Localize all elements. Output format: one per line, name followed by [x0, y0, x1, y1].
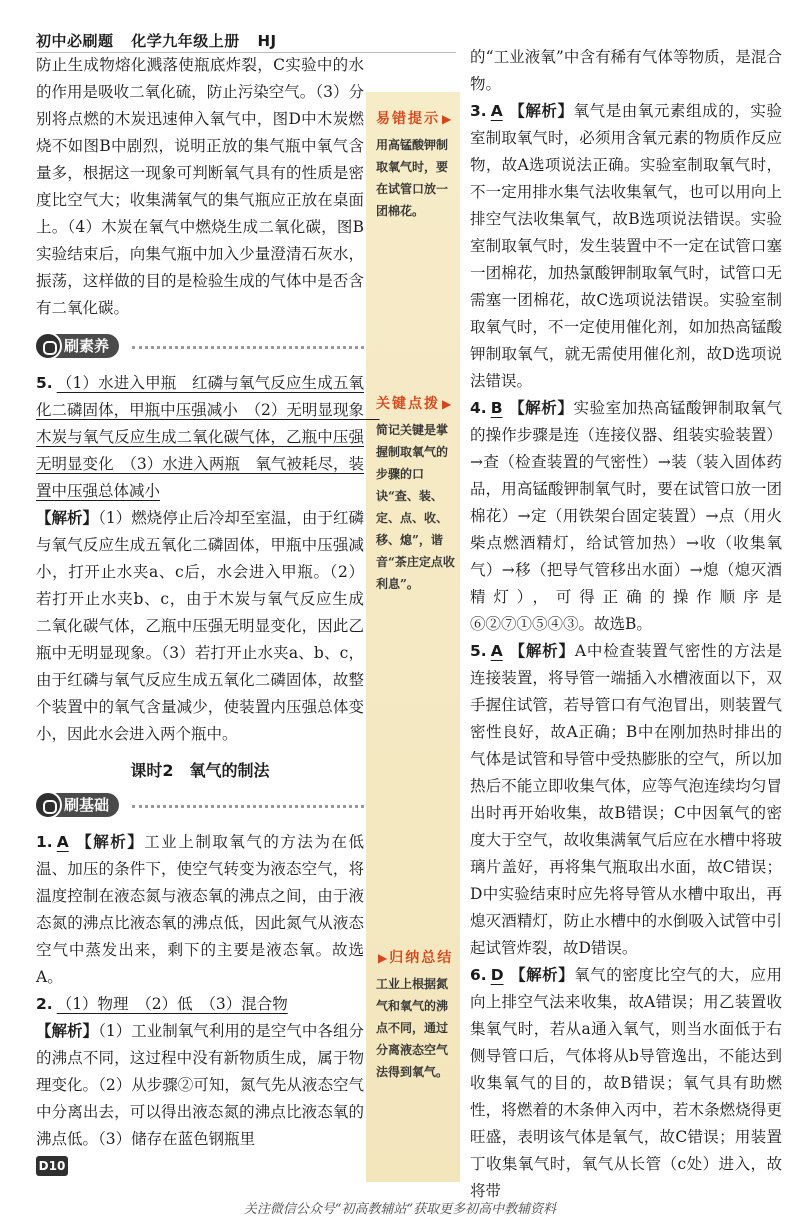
analysis-tag: 【解析】 [508, 399, 574, 417]
arrow-right-icon: ▶ [378, 951, 390, 965]
answer-choice: A [490, 642, 503, 660]
analysis-text: 实验室加热高锰酸钾制取氧气的操作步骤是连（连接仪器、组装实验装置）→查（检查装置的气密性）→装（装入固体药品，用高锰酸钾制氧气时，要在试管口放一团棉花）→定（用铁架台固定装置）→点（用火柴点燃酒精灯，给试管加热）→收（收集氧气）→移（把导气管移出水面）→熄（熄灭酒精灯），可得正确的操作顺序是⑥②⑦①⑤④③。故选B。 [470, 399, 782, 633]
arrow-right-icon: ▶ [442, 112, 454, 126]
question-number: 3. [470, 102, 487, 120]
analysis-text: （1）燃烧停止后冷却至室温，由于红磷与氧气反应生成五氧化二磷固体，甲瓶中压强减小，打开止水夹a、c后，水会进入甲瓶。（2）若打开止水夹b、c，由于木炭与氧气反应生成二氧化碳气体，乙瓶中压强无明显变化，因此乙瓶中无明显现象。（3）若打开止水夹a、b、c，由于红磷与氧气反应生成五氧化二磷固体，故整个装置中的氧气含量减少，使装置内压强总体变小，因此水会进入两个瓶中。 [36, 509, 364, 743]
question-5-analysis [36, 505, 364, 748]
analysis-tag: 【解析】 [36, 509, 99, 527]
tip-title [366, 947, 464, 967]
question-2-analysis [36, 1018, 364, 1153]
analysis-text: 氧气是由氧元素组成的，实验室制取氧气时，必须用含氧元素的物质作反应物，故A选项说法正确。实验室制取氧气时，不一定用排水集气法收集氧气，也可以用向上排空气法收集氧气，故B选项说法错误。实验室制取氧气时，发生装置中不一定在试管口塞一团棉花，加热氯酸钾制取氧气时，试管口无需塞一团棉花，故C选项说法错误。实验室制取氧气时，不一定使用催化剂，如加热高锰酸钾制取氧气，就无需使用催化剂，故D选项说法错误。 [470, 102, 782, 390]
section-bar-literacy [36, 332, 364, 362]
analysis-tag: 【解析】 [508, 102, 574, 120]
tip-body: 工业上根据氮气和氧气的沸点不同，通过分离液态空气法得到氧气。 [376, 977, 449, 1079]
arrow-right-icon: ▶ [442, 397, 454, 411]
tip-title [366, 393, 464, 413]
analysis-text: 工业上制取氧气的方法为在低温、加压的条件下，使空气转变为液态空气，将温度控制在液态氮与液态氧的沸点之间，由于液态氮的沸点比液态氧的沸点低，因此氮气从液态空气中蒸发出来，剩下的主要是液态氧。故选A。 [36, 833, 364, 986]
left-column [36, 52, 380, 1153]
question-2-answer [36, 991, 364, 1018]
question-4 [470, 395, 782, 638]
analysis-text: （1）工业制氧气利用的是空气中各组分的沸点不同，这过程中没有新物质生成，属于物理变化。（2）从步骤②可知，氮气先从液态空气中分离出去，可以得出液态氮的沸点比液态氧的沸点低。（3）储存在蓝色钢瓶里 [36, 1022, 364, 1148]
section-label: 刷素养 [36, 334, 119, 358]
tip-title [366, 108, 464, 128]
question-1 [36, 829, 364, 991]
paragraph-continued: 的“工业液氧”中含有稀有气体等物质，是混合物。 [470, 48, 782, 93]
question-number: 2. [36, 995, 53, 1013]
tip-key-point [366, 393, 464, 595]
dotted-divider [132, 805, 364, 808]
header-series: 初中必刷题 [36, 32, 114, 50]
page-number: D10 [36, 1156, 68, 1176]
question-5 [470, 638, 782, 962]
paragraph-continued: 防止生成物熔化溅落使瓶底炸裂，C实验中的水的作用是吸收二氧化硫，防止污染空气。（3）分别将点燃的木炭迅速伸入氧气中，图D中木炭燃烧不如图B中剧烈，说明正放的集气瓶中氧气含量多，根据这一现象可判断氧气具有的性质是密度比空气大；收集满氧气的集气瓶应正放在桌面上。（4）木炭在氧气中燃烧生成二氧化碳，图B实验结束后，向集气瓶中加入少量澄清石灰水，振荡，这样做的目的是检验生成的气体中是否含有二氧化碳。 [36, 56, 364, 317]
question-number: 6. [470, 966, 487, 984]
answer-choice: D [490, 966, 504, 984]
answer-choice: B [490, 399, 503, 417]
tip-body: 简记关键是掌握制取氧气的步骤的口诀“查、装、定、点、收、移、熄”，谐音“茶庄定点收利息”。 [376, 423, 455, 591]
header-subject: 化学九年级上册 [131, 32, 240, 50]
question-number: 4. [470, 399, 487, 417]
answer-text: （1）物理 （2）低 （3）混合物 [56, 995, 288, 1013]
analysis-tag: 【解析】 [509, 966, 575, 984]
lesson-title: 课时2 氧气的制法 [130, 761, 270, 780]
tip-common-mistake [366, 108, 464, 222]
question-number: 1. [36, 833, 53, 851]
answer-text: （1）水进入甲瓶 红磷与氧气反应生成五氧化二磷固体，甲瓶中压强减小 （2）无明显现象 木炭与氧气反应生成二氧化碳气体，乙瓶中压强无明显变化 （3）水进入两瓶 氧气被耗尽，装置中压强总体减小 [36, 374, 380, 500]
analysis-text: A中检查装置气密性的方法是连接装置，将导管一端插入水槽液面以下，双手握住试管，若导管口有气泡冒出，则装置气密性良好，故A正确；B中在刚加热时排出的气体是试管和导管中受热膨胀的空气，所以加热后不能立即收集气体，应等气泡连续均匀冒出时再开始收集，故B错误；C中因氧气的密度大于空气，故收集满氧气后应在水槽中将玻璃片盖好，再将集气瓶取出水面，故C错误；D中实验结束时应先将导管从水槽中取出，再熄灭酒精灯，防止水槽中的水倒吸入试管中引起试管炸裂，故D错误。 [470, 642, 782, 957]
right-column [470, 44, 782, 1205]
footer-note: 关注微信公众号“初高教辅站”获取更多初高中教辅资料 [243, 1202, 557, 1217]
tip-title-text: 归纳总结 [389, 950, 454, 966]
running-header [36, 30, 289, 51]
dotted-divider [132, 346, 364, 349]
tip-summary [366, 947, 464, 1083]
answer-choice: A [490, 102, 503, 120]
section-label: 刷基础 [36, 793, 119, 817]
tip-title-text: 关键点拨 [376, 396, 440, 412]
section-icon [34, 791, 62, 819]
question-6 [470, 962, 782, 1205]
analysis-tag: 【解析】 [74, 833, 145, 851]
analysis-tag: 【解析】 [36, 1022, 99, 1040]
analysis-text: 氧气的密度比空气的大，应用向上排空气法来收集，故A错误；用乙装置收集氧气时，若从a通入氧气，则当水面低于右侧导管口后，气体将从b导管逸出，不能达到收集氧气的目的，故B错误；氧气具有助燃性，将燃着的木条伸入丙中，若木条燃烧得更旺盛，表明该气体是氧气，故C错误；用装置丁收集氧气时，氧气从长管（c处）进入，故将带 [470, 966, 782, 1200]
section-bar-basics [36, 791, 364, 821]
question-number: 5. [470, 642, 487, 660]
question-5-answer [36, 370, 380, 505]
tip-title-text: 易错提示 [376, 111, 440, 127]
question-number: 5. [36, 374, 53, 392]
analysis-tag: 【解析】 [508, 642, 575, 660]
section-icon [34, 332, 62, 360]
header-edition: HJ [257, 32, 277, 50]
answer-choice: A [56, 833, 69, 851]
tip-body: 用高锰酸钾制取氧气时，要在试管口放一团棉花。 [376, 138, 449, 218]
question-3 [470, 98, 782, 395]
